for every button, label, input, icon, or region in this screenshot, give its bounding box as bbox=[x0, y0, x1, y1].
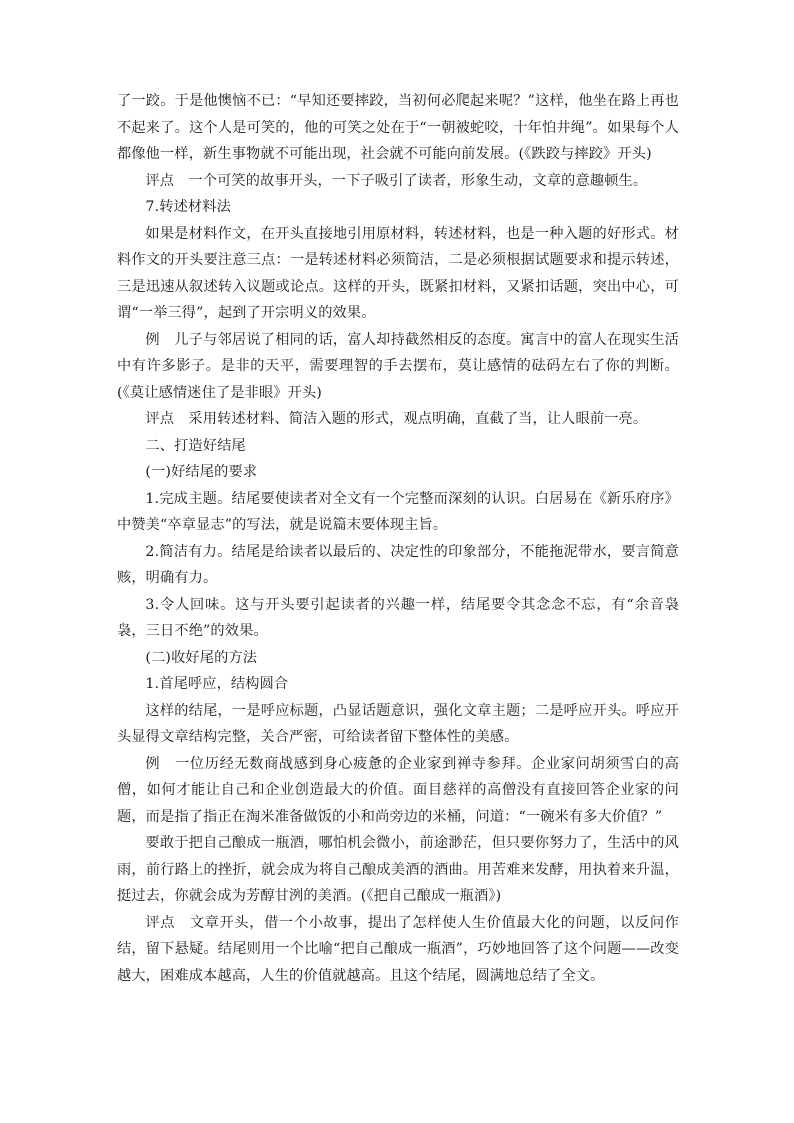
paragraph-body: 这样的结尾，一是呼应标题，凸显话题意识，强化文章主题；二是呼应开头。呼应开头显得文章结构完整，关合严密，可给读者留下整体性的美感。 bbox=[117, 702, 679, 745]
paragraph-body: 如果是材料作文，在开头直接地引用原材料，转述材料，也是一种入题的好形式。材料作文的开头要注意三点：一是转述材料必须简洁，二是必须根据试题要求和提示转述，三是迅速从叙述转入议题或论点。这样的开头，既紧扣材料，又紧扣话题，突出中心，可谓“一举三得”，起到了开宗明义的效果。 bbox=[117, 225, 679, 321]
method-heading: 1.首尾呼应，结构圆合 bbox=[145, 676, 289, 692]
paragraph-story-end: 了一跤。于是他懊恼不已：“早知还要摔跤，当初何必爬起来呢？”这样，他坐在路上再也不起来了。这个人是可笑的，他的可笑之处在于“一朝被蛇咬，十年怕井绳”。如果每个人都像他一样，新生事物就不可能出现，社会就不可能向前发展。(《跌跤与摔跤》开头) bbox=[117, 93, 679, 162]
subsection-heading: (一)好结尾的要求 bbox=[145, 464, 258, 480]
paragraph-example: 例 儿子与邻居说了相同的话，富人却持截然相反的态度。寓言中的富人在现实生活中有许多影子。是非的天平，需要理智的手去摆布，莫让感情的砝码左右了你的判断。(《莫让感情迷住了是非眼》开头) bbox=[117, 331, 679, 401]
list-item: 1.完成主题。结尾要使读者对全文有一个完整而深刻的认识。白居易在《新乐府序》中赞美“卒章显志”的写法，就是说篇末要体现主旨。 bbox=[117, 490, 679, 533]
subsection-heading: (二)收好尾的方法 bbox=[145, 649, 258, 666]
paragraph-example: 例 一位历经无数商战感到身心疲惫的企业家到禅寺参拜。企业家问胡须雪白的高僧，如何才能让自己和企业创造最大的价值。面目慈祥的高僧没有直接回答企业家的问题，而是指了指正在淘米准备做饭的小和尚旁边的米桶，问道：“一碗米有多大价值？” bbox=[117, 755, 679, 825]
paragraph-comment: 评点 一个可笑的故事开头，一下子吸引了读者，形象生动，文章的意趣顿生。 bbox=[145, 172, 648, 189]
list-item: 3.令人回味。这与开头要引起读者的兴趣一样，结尾要令其念念不忘，有“余音袅袅，三日不绝”的效果。 bbox=[117, 596, 679, 639]
document-body bbox=[117, 88, 679, 989]
section-heading: 7.转述材料法 bbox=[145, 199, 231, 215]
list-item: 2.简洁有力。结尾是给读者以最后的、决定性的印象部分，不能拖泥带水，要言简意赅，明确有力。 bbox=[117, 543, 679, 586]
paragraph-comment: 评点 采用转述材料、简洁入题的形式，观点明确，直截了当，让人眼前一亮。 bbox=[145, 411, 648, 427]
paragraph-body: 要敢于把自己酿成一瓶酒，哪怕机会微小，前途渺茫，但只要你努力了，生活中的风雨，前行路上的挫折，就会成为将自己酿成美酒的酒曲。用苦难来发酵，用执着来升温，挺过去，你就会成为芳醇甘洌的美酒。(《把自己酿成一瓶酒》) bbox=[117, 835, 679, 904]
section-heading: 二、打造好结尾 bbox=[145, 437, 246, 454]
paragraph-comment: 评点 文章开头，借一个小故事，提出了怎样使人生价值最大化的问题，以反问作结，留下悬疑。结尾则用一个比喻“把自己酿成一瓶酒”，巧妙地回答了这个问题——改变越大，困难成本越高，人生的价值就越高。且这个结尾，圆满地总结了全文。 bbox=[117, 914, 679, 984]
